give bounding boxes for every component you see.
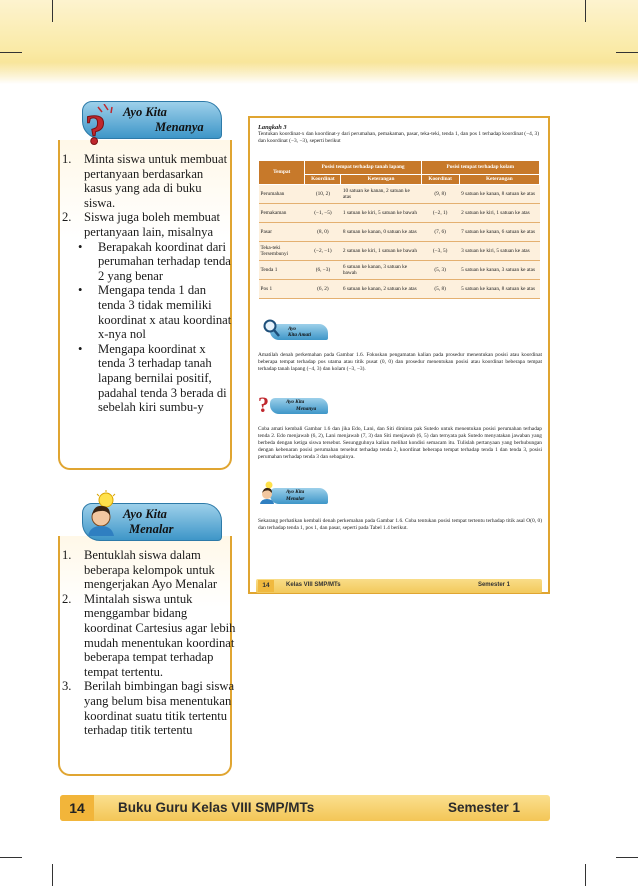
badge-line2: Menanya bbox=[155, 120, 204, 134]
page-footer bbox=[60, 795, 550, 821]
page-number: 14 bbox=[258, 580, 274, 592]
menanya-text: Coba amati kembali Gambar 1.6 dan jika Edo, Lani, dan Siti diminta pak Sutedo untuk menentukan posisi perumahan terhadap tenda 2. Edo menjawab (6, 2), Lani menjawab (7, 3) dan Siti menjawab (6, 5) dan ternyata pak Sutedo menyatakan jawaban yang berbeda dengan ketiga siswa tersebut. Sesungguhnya kalian melihat kondisi semacam itu. Tulislah pertanyaan yang berhubungan dengan kebenaran posisi perumahan tersebut terhadap tenda 2, koordinat beberapa tempat terhadap tenda 1 dan tenda 3, posisi perumahan terhadap tenda 3 dan sebagainya. bbox=[258, 426, 542, 460]
menalar-guide-list bbox=[62, 548, 236, 738]
svg-text:?: ? bbox=[85, 108, 106, 148]
crop-mark bbox=[52, 864, 53, 886]
badge-line1: Ayo Kita bbox=[123, 507, 167, 521]
table-row: Teka-teki Tersembunyi (−2, −1) 2 satuan ke kiri, 1 satuan ke bawah (−3, 5) 3 satuan ke kiri, 5 satuan ke atas bbox=[259, 242, 540, 261]
badge-line1: Ayo Kita bbox=[123, 105, 167, 119]
th-tempat: Tempat bbox=[259, 161, 305, 185]
table-row: Pos 1 (6, 2) 6 satuan ke kanan, 2 satuan ke atas (5, 8) 5 satuan ke kanan, 8 satuan ke atas bbox=[259, 280, 540, 299]
crop-mark bbox=[585, 0, 586, 22]
list-item: 1. Minta siswa untuk membuat pertanyaan berdasarkan kasus yang ada di buku siswa. bbox=[62, 152, 228, 210]
table-row: Pasar (8, 0) 8 satuan ke kanan, 0 satuan ke atas (7, 6) 7 satuan ke kanan, 6 satuan ke atas bbox=[259, 223, 540, 242]
svg-text:?: ? bbox=[258, 392, 269, 414]
list-item: 2. Siswa juga boleh membuat pertanyaan lain, misalnya bbox=[62, 210, 221, 239]
header-band bbox=[0, 0, 638, 84]
table-row: Tenda 1 (6, −3) 6 satuan ke kanan, 3 satuan ke bawah (5, 3) 5 satuan ke kanan, 3 satuan ke atas bbox=[259, 261, 540, 280]
question-mark-icon bbox=[258, 392, 274, 414]
badge-line2: Menalar bbox=[129, 522, 174, 536]
footer-semester: Semester 1 bbox=[477, 582, 510, 588]
crop-mark bbox=[0, 52, 22, 53]
ayo-kita-menanya-badge: Ayo Kita Menanya bbox=[270, 398, 328, 414]
amati-text: Amatilah denah perkemahan pada Gambar 1.6. Fokuskan pengamatan kalian pada prosedur menentukan posisi atau koordinat beberapa tempat terhadap pos utama atau titik pusat (0, 0) dan prosedur menentukan posisi atau koordinat beberapa tempat terhadap tanah lapang (−4, 3) dan kolam (−3, −3). bbox=[258, 352, 542, 372]
footer-title: Buku Guru Kelas VIII SMP/MTs bbox=[118, 800, 315, 815]
crop-mark bbox=[585, 864, 586, 886]
position-table bbox=[258, 160, 540, 299]
langkah-3: Langkah 3 Tentukan koordinat-x dan koordinat-y dari perumahan, pemakaman, pasar, teka-teki, tenda 1, dan pos 1 terhadap koordinat (−4, 3) dan koordinat (−3, −3), seperti berikut bbox=[258, 124, 540, 144]
th-group2: Posisi tempat terhadap kolam bbox=[421, 161, 539, 175]
list-item: 3. Berilah bimbingan bagi siswa yang belum bisa menentukan koordinat suatu titik tertentu terhadap titik tertentu bbox=[62, 679, 235, 738]
th-koordinat: Koordinat bbox=[305, 175, 341, 185]
ayo-kita-amati-badge: Ayo Kita Amati bbox=[270, 324, 328, 340]
footer-title: Kelas VIII SMP/MTs bbox=[286, 582, 341, 588]
crop-mark bbox=[52, 0, 53, 22]
th-keterangan: Keterangan bbox=[341, 175, 421, 185]
list-item: 2. Mintalah siswa untuk menggambar bidang koordinat Cartesius agar lebih mudah menentukan koordinat beberapa tempat terhadap tempat tertentu. bbox=[62, 591, 236, 679]
crop-mark bbox=[616, 52, 638, 53]
list-item: 1. Bentuklah siswa dalam beberapa kelompok untuk mengerjakan Ayo Menalar bbox=[62, 548, 218, 592]
crop-mark bbox=[0, 857, 22, 858]
menanya-guide-list bbox=[62, 152, 234, 415]
question-mark-icon bbox=[84, 104, 118, 148]
magnifier-icon bbox=[262, 318, 280, 338]
crop-mark bbox=[616, 857, 638, 858]
list-item: • Mengapa tenda 1 dan tenda 3 tidak memiliki koordinat x atau koordinat x-nya nol bbox=[78, 283, 232, 342]
ayo-kita-menalar-badge: Ayo Kita Menalar bbox=[270, 488, 328, 504]
th-group1: Posisi tempat terhadap tanah lapang bbox=[305, 161, 421, 175]
menalar-text: Sekarang perhatikan kembali denah perkemahan pada Gambar 1.6. Coba tentukan posisi tempat tertentu terhadap titik asal O(0, 0) dan terhadap tenda 1, pos 1, dan pasar, seperti pada Tabel 1.4 berikut. bbox=[258, 518, 542, 531]
list-item: • Berapakah koordinat dari perumahan terhadap tenda 2 yang benar bbox=[78, 239, 231, 283]
footer-semester: Semester 1 bbox=[447, 800, 520, 815]
table-row: Perumahan (10, 2) 10 satuan ke kanan, 2 satuan ke atas (9, 8) 9 satuan ke kanan, 8 satuan ke atas bbox=[259, 185, 540, 204]
student-book-footer bbox=[256, 579, 542, 593]
th-koordinat: Koordinat bbox=[421, 175, 459, 185]
thinking-person-icon bbox=[258, 480, 276, 504]
list-item: • Mengapa koordinat x tenda 3 terhadap tanah lapang bernilai positif, padahal tenda 3 berada di sebelah kiri sumbu-y bbox=[78, 341, 227, 415]
thinking-person-icon bbox=[84, 490, 120, 536]
th-keterangan: Keterangan bbox=[459, 175, 539, 185]
page-number: 14 bbox=[60, 795, 94, 821]
table-row: Pemakaman (−1, −5) 1 satuan ke kiri, 5 satuan ke bawah (−2, 1) 2 satuan ke kiri, 1 satuan ke atas bbox=[259, 204, 540, 223]
